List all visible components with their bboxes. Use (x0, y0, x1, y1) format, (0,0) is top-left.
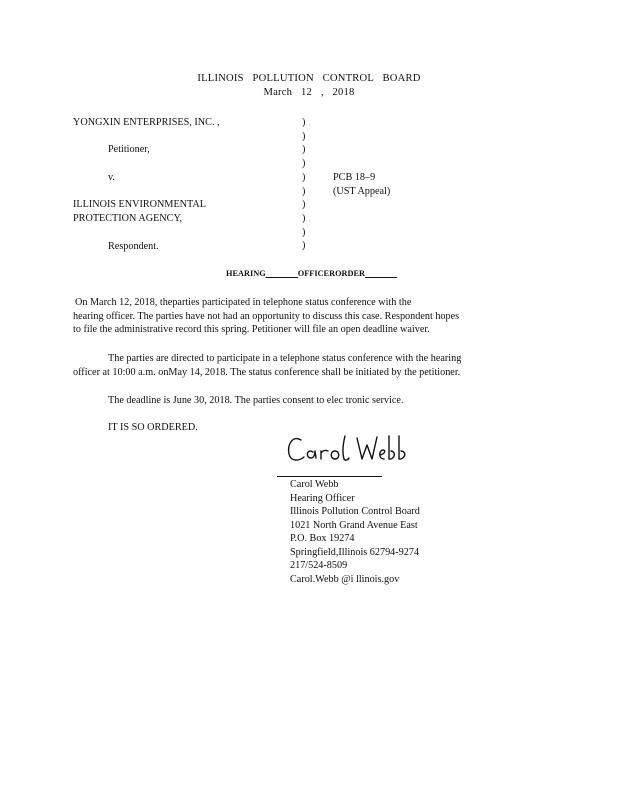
signer-email[interactable]: Carol.Webb @i llinois.gov (290, 573, 400, 585)
para2-line2: officer at 10:00 a.m. onMay 14, 2018. The status conference shall be initiated by the petitioner. (73, 367, 461, 378)
signer-title: Hearing Officer (290, 492, 355, 504)
agency-name: ILLINOIS POLLUTION CONTROL BOARD (197, 73, 421, 84)
para1-line1: On March 12, 2018, theparties participated in telephone status conference with the (75, 297, 412, 308)
signer-city: Springfield,Illinois 62794-9274 (290, 546, 420, 558)
handwritten-signature (285, 430, 415, 470)
case-type: (UST Appeal) (333, 186, 391, 197)
order-date: March 12 , 2018 (263, 87, 355, 99)
para1-line2: hearing officer. The parties have not had an opportunity to discuss this case. Respondent hopes (73, 311, 460, 322)
petitioner-name: YONGXIN ENTERPRISES, INC. , (73, 117, 220, 128)
versus-label: v. (108, 172, 115, 183)
petitioner-role: Petitioner, (108, 144, 150, 155)
respondent-name-line1: ILLINOIS ENVIRONMENTAL (73, 199, 207, 210)
signature-block (290, 478, 420, 586)
para1-line3: to file the administrative record this spring. Petitioner will file an open deadline waiver. (73, 324, 430, 335)
signer-organization: Illinois Pollution Control Board (290, 506, 420, 517)
document-header (0, 72, 618, 100)
order-title-part2: OFFICERORDER (297, 269, 366, 278)
signature-line (277, 476, 382, 477)
caption-divider: ) ) ) ) ) ) ) ) ) ) (302, 117, 306, 252)
case-number: PCB 18–9 (333, 172, 376, 183)
para3: The deadline is June 30, 2018. The parties consent to elec tronic service. (108, 395, 404, 406)
respondent-role: Respondent. (108, 241, 159, 252)
order-title (226, 268, 419, 279)
respondent-name-line2: PROTECTION AGENCY, (73, 213, 183, 224)
para2-line1: The parties are directed to participate in a telephone status conference with the hearing (108, 353, 462, 364)
signer-pobox: P.O. Box 19274 (290, 533, 355, 544)
order-title-part1: HEARING (226, 269, 266, 278)
signer-street: 1021 North Grand Avenue East (290, 519, 418, 531)
para4: IT IS SO ORDERED. (108, 422, 198, 433)
signer-phone: 217/524-8509 (290, 560, 348, 571)
signer-name: Carol Webb (290, 479, 339, 490)
